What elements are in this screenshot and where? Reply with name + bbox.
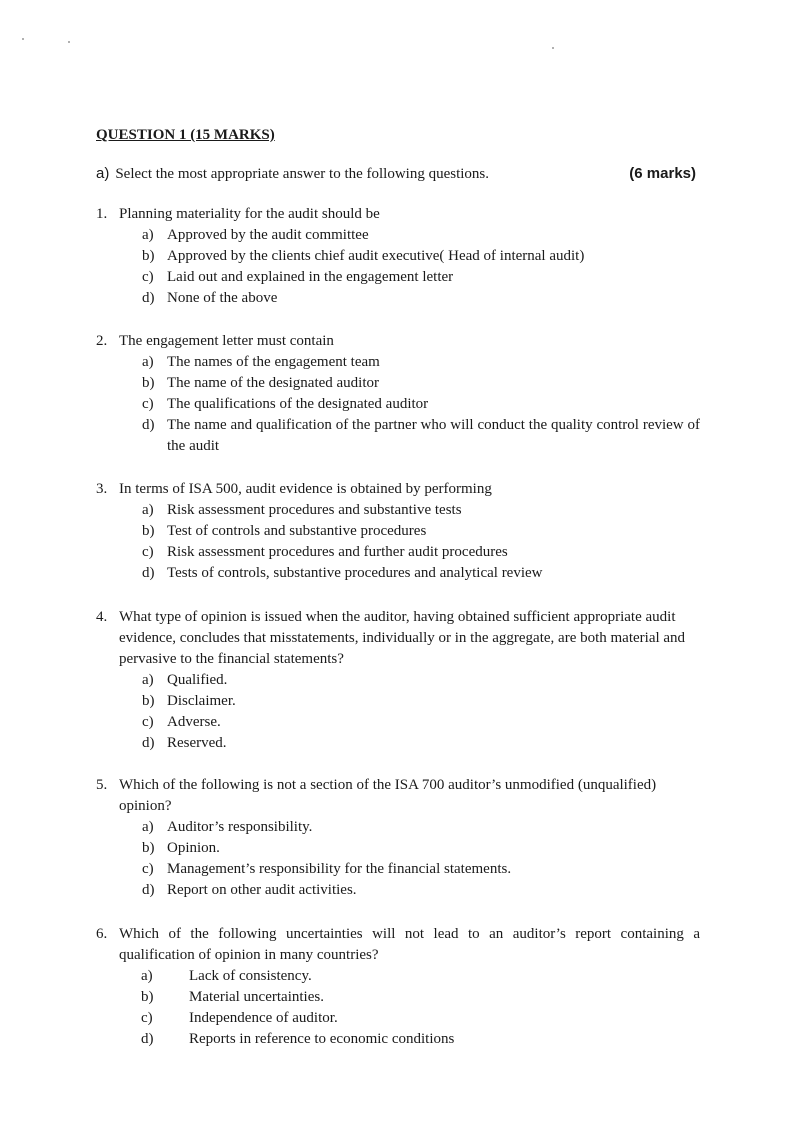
question-stem (96, 204, 700, 225)
option-text: Approved by the audit committee (167, 227, 369, 243)
option-b (142, 373, 700, 394)
option-text: Risk assessment procedures and substantive tests (167, 502, 462, 518)
option-label: d) (142, 565, 155, 581)
question-text: The engagement letter must contain (119, 333, 334, 349)
option-label: c) (142, 269, 154, 285)
option-label: c) (141, 1010, 153, 1026)
option-label: a) (142, 502, 154, 518)
option-label: d) (142, 735, 155, 751)
option-a (141, 966, 700, 987)
option-d (142, 288, 700, 309)
option-b (142, 246, 700, 267)
question-text: What type of opinion is issued when the auditor, having obtained sufficient appropriate audit evidence, concludes that misstatements, individually or in the aggregate, are both material and pervasive to the financial statements? (119, 609, 686, 667)
option-label: c) (142, 396, 154, 412)
option-text: Report on other audit activities. (167, 882, 357, 898)
question-heading: QUESTION 1 (15 MARKS) (96, 127, 275, 143)
question-stem (96, 607, 686, 670)
option-b (142, 691, 686, 712)
option-label: b) (142, 693, 155, 709)
question-number: 3. (96, 481, 108, 497)
option-c (142, 712, 686, 733)
option-a (142, 670, 686, 691)
option-text: Reserved. (167, 735, 227, 751)
option-text: Qualified. (167, 672, 228, 688)
option-d (142, 563, 700, 584)
option-text: The name of the designated auditor (167, 375, 380, 391)
scan-speck (552, 47, 554, 49)
question-stem (96, 331, 700, 352)
option-d (141, 1029, 700, 1050)
option-c (142, 394, 700, 415)
question-1 (96, 204, 700, 309)
option-text: Opinion. (167, 840, 220, 856)
option-c (141, 1008, 700, 1029)
option-a (142, 500, 700, 521)
question-stem (96, 924, 700, 966)
question-5 (96, 775, 700, 901)
option-list (96, 966, 700, 1050)
option-list (96, 225, 700, 309)
option-text: The qualifications of the designated auditor (167, 396, 429, 412)
question-number: 5. (96, 777, 108, 793)
option-label: c) (142, 861, 154, 877)
option-b (142, 521, 700, 542)
option-label: b) (142, 248, 155, 264)
option-d (142, 733, 686, 754)
option-text: Auditor’s responsibility. (167, 819, 313, 835)
question-6 (96, 924, 700, 1050)
option-label: d) (142, 417, 155, 433)
option-label: d) (142, 290, 155, 306)
intro-instruction (96, 165, 489, 183)
option-label: d) (142, 882, 155, 898)
option-label: c) (142, 544, 154, 560)
option-text: Test of controls and substantive procedures (167, 523, 427, 539)
question-text: In terms of ISA 500, audit evidence is obtained by performing (119, 481, 492, 497)
question-2 (96, 331, 700, 457)
option-label: b) (142, 840, 155, 856)
option-d (142, 880, 700, 901)
option-label: c) (142, 714, 154, 730)
option-d (142, 415, 700, 457)
option-text: Material uncertainties. (189, 989, 324, 1005)
option-text: Reports in reference to economic conditions (189, 1031, 455, 1047)
option-text: The names of the engagement team (167, 354, 380, 370)
option-label: b) (141, 989, 154, 1005)
option-text: Disclaimer. (167, 693, 236, 709)
option-label: b) (142, 523, 155, 539)
section-intro (96, 165, 696, 183)
option-c (142, 859, 700, 880)
option-list (96, 817, 700, 901)
question-3 (96, 479, 700, 584)
question-number: 6. (96, 926, 108, 942)
option-text: Approved by the clients chief audit executive( Head of internal audit) (167, 248, 585, 264)
option-label: a) (142, 354, 154, 370)
option-b (142, 838, 700, 859)
option-label: a) (142, 819, 154, 835)
scan-speck (68, 41, 70, 43)
option-label: a) (142, 672, 154, 688)
question-number: 4. (96, 609, 108, 625)
question-stem (96, 775, 700, 817)
question-text: Planning materiality for the audit should be (119, 206, 380, 222)
option-label: d) (141, 1031, 154, 1047)
question-stem (96, 479, 700, 500)
option-c (142, 542, 700, 563)
option-text: Management’s responsibility for the financial statements. (167, 861, 512, 877)
option-text: Tests of controls, substantive procedures and analytical review (167, 565, 543, 581)
option-a (142, 817, 700, 838)
question-4 (96, 607, 686, 754)
option-text: Independence of auditor. (189, 1010, 338, 1026)
option-list (96, 670, 686, 754)
scan-speck (22, 38, 24, 40)
option-text: The name and qualification of the partner who will conduct the quality control review of the audit (167, 417, 700, 454)
option-text: None of the above (167, 290, 278, 306)
question-number: 2. (96, 333, 108, 349)
intro-text: Select the most appropriate answer to the following questions. (115, 166, 490, 182)
question-number: 1. (96, 206, 108, 222)
option-label: b) (142, 375, 155, 391)
option-text: Risk assessment procedures and further audit procedures (167, 544, 508, 560)
option-label: a) (142, 227, 154, 243)
option-a (142, 352, 700, 373)
option-text: Laid out and explained in the engagement letter (167, 269, 454, 285)
intro-label: a) (96, 165, 110, 182)
marks-allocation: (6 marks) (629, 165, 696, 182)
option-list (96, 352, 700, 457)
option-label: a) (141, 968, 153, 984)
option-a (142, 225, 700, 246)
question-text: Which of the following is not a section of the ISA 700 auditor’s unmodified (unqualified) opinion? (119, 777, 657, 814)
question-text: Which of the following uncertainties will not lead to an auditor’s report containing a qualification of opinion in many countries? (119, 926, 700, 963)
option-text: Adverse. (167, 714, 221, 730)
option-text: Lack of consistency. (189, 968, 312, 984)
option-c (142, 267, 700, 288)
option-b (141, 987, 700, 1008)
option-list (96, 500, 700, 584)
